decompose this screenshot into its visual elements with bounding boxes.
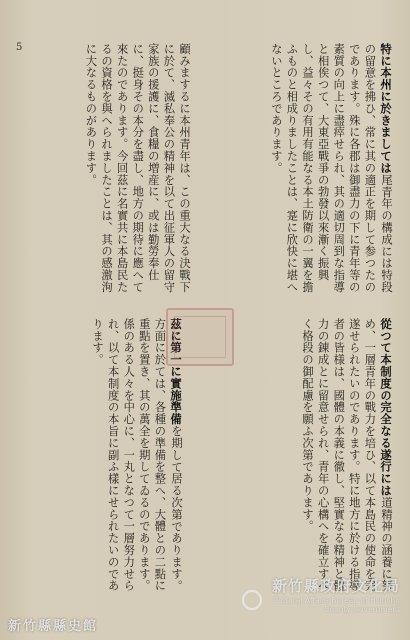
watermark-en-line1: Cultural Affairs Bureau of Hsinchu bbox=[272, 596, 400, 605]
bureau-logo-icon bbox=[242, 590, 262, 610]
watermark bbox=[260, 575, 400, 614]
watermark-en-line2: County Government bbox=[324, 605, 400, 614]
lead-heading: 特に本州に於きましては bbox=[379, 43, 393, 174]
page-number: 5 bbox=[16, 42, 23, 53]
paragraph-text: 顧みまするに本州青年は、この重大なる決戰下に於て、滅私奉公の精神を以て出征軍人の留守家族の援護に、食糧の増産に、或は勤勞奉仕に、挺身その本分を盡し、地方の期待に應へて來たのであります。今回茲に名實共に本島民たるの資格を與へられましたことは、其の感激洵に大なるものがあります。 bbox=[84, 43, 191, 293]
paragraph-text: を期して居る次第であります。方面に於ては、各種の準備を整へ、大體との二點に重點を置き、其の萬全を期してゐるのであります。係のある人々を中心に、一丸となつて一層努力せられ、以て本制度の本旨に副ふ樣にせられたいのであります。 bbox=[91, 318, 183, 592]
footer-archive-mark: 新竹縣縣史館 bbox=[8, 619, 99, 634]
watermark-title: 新竹縣政府文化局 bbox=[271, 577, 400, 595]
text-column-bottom-left bbox=[16, 318, 184, 592]
lead-heading: 茲に第一に實施準備 bbox=[169, 318, 183, 426]
text-column-top-left bbox=[20, 43, 192, 299]
paragraph-text: 道精神の涵養に努め、一層青年の戰力を培ひ、以て本島民の使命を完遂せられたいのであります。特に地方に於ける指導者の皆様は、國體の本義に徹し、堅實なる精神と體力の錬成とに留意せられ、青年の心構へを確立すべく格段の御配慮を願ふ次第であります。 bbox=[301, 318, 393, 592]
text-column-top-right bbox=[192, 43, 394, 299]
lead-heading: 從つて本制度の完全なる遂行には bbox=[379, 318, 393, 497]
paragraph-text: 尾青年の構成には特段の留意を拂ひ、常に其の適正を期して参つたのであります。殊に各郡は御盡力の下に青年等の素質の向上に盡瘁せられ、其の適切周到な指導と相俟つて、大東亞戰爭の勃發以來漸く振興し、益々その有用有能なる本土防衛の一翼を擔ふものと相成りましたことは、寔に欣快に堪へないところであります。 bbox=[269, 43, 393, 293]
red-seal-stamp bbox=[166, 308, 234, 366]
